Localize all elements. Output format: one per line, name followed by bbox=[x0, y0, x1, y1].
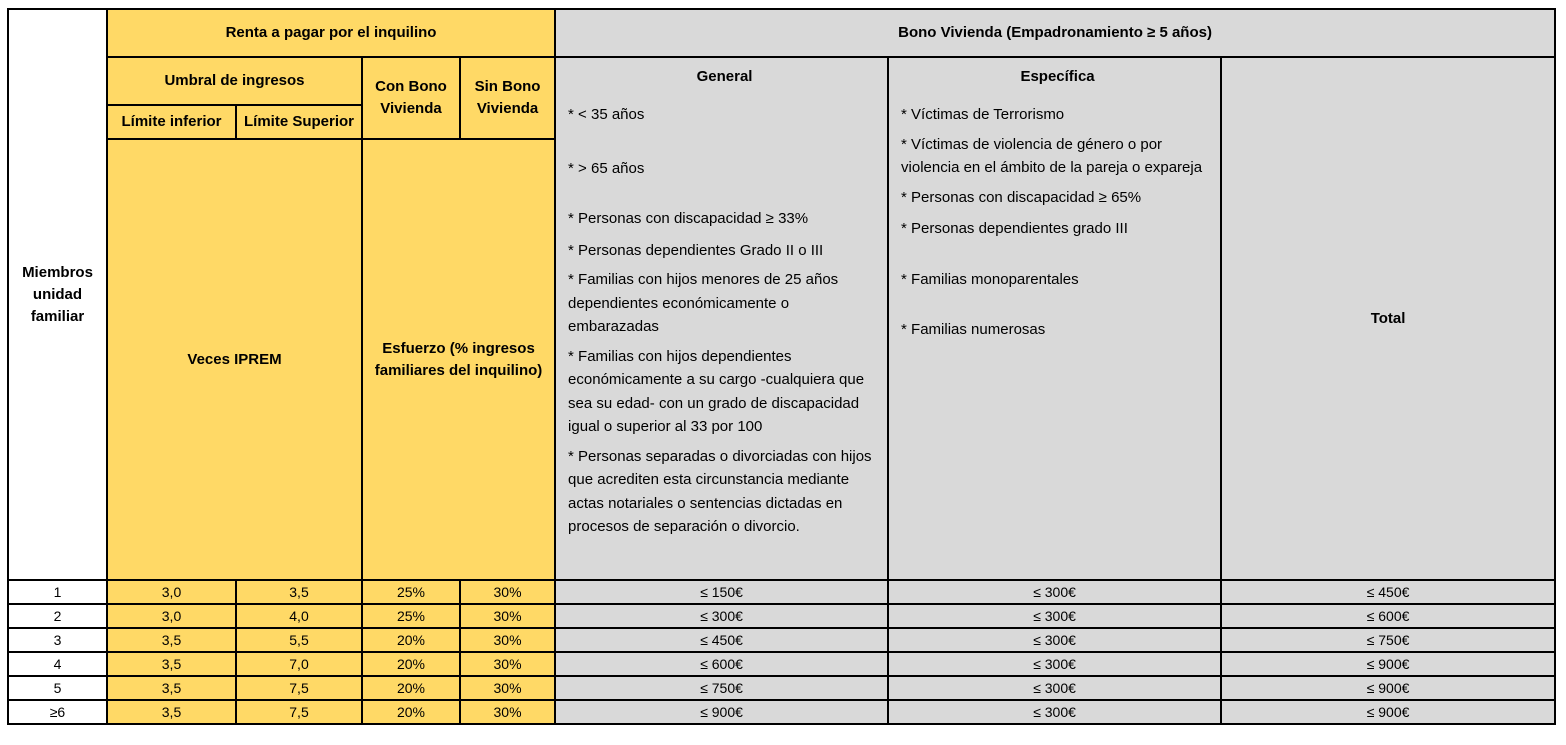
limite-inferior-cell: 3,5 bbox=[107, 700, 236, 724]
limite-superior-cell: 7,5 bbox=[236, 676, 362, 700]
general-cell: ≤ 600€ bbox=[555, 652, 888, 676]
general-cell: ≤ 150€ bbox=[555, 580, 888, 604]
limite-inferior-header: Límite inferior bbox=[107, 105, 236, 139]
general-cell: ≤ 750€ bbox=[555, 676, 888, 700]
limite-inferior-cell: 3,0 bbox=[107, 580, 236, 604]
sin-bono-header: Sin Bono Vivienda bbox=[460, 57, 555, 139]
members-cell: 5 bbox=[8, 676, 107, 700]
total-cell: ≤ 450€ bbox=[1221, 580, 1555, 604]
veces-iprem-header: Veces IPREM bbox=[107, 139, 362, 580]
esfuerzo-header: Esfuerzo (% ingresos familiares del inquilino) bbox=[362, 139, 555, 580]
general-item: * > 65 años bbox=[568, 159, 645, 177]
limite-inferior-cell: 3,5 bbox=[107, 676, 236, 700]
members-cell: ≥6 bbox=[8, 700, 107, 724]
limite-superior-cell: 5,5 bbox=[236, 628, 362, 652]
total-cell: ≤ 900€ bbox=[1221, 700, 1555, 724]
total-cell: ≤ 750€ bbox=[1221, 628, 1555, 652]
table-row bbox=[8, 676, 1555, 700]
especifica-cell: ≤ 300€ bbox=[888, 700, 1221, 724]
total-cell: ≤ 900€ bbox=[1221, 652, 1555, 676]
especifica-cell: ≤ 300€ bbox=[888, 628, 1221, 652]
limite-superior-header: Límite Superior bbox=[236, 105, 362, 139]
especifica-item: * Víctimas de Terrorismo bbox=[901, 106, 1065, 123]
con-bono-cell: 25% bbox=[362, 580, 460, 604]
especifica-item: * Víctimas de violencia de género o por violencia en el ámbito de la pareja o expareja bbox=[901, 135, 1203, 176]
rent-table-container bbox=[7, 8, 1556, 725]
sin-bono-cell: 30% bbox=[460, 700, 555, 724]
especifica-cell: ≤ 300€ bbox=[888, 652, 1221, 676]
especifica-cell: ≤ 300€ bbox=[888, 580, 1221, 604]
sin-bono-cell: 30% bbox=[460, 676, 555, 700]
table-row bbox=[8, 580, 1555, 604]
especifica-item: * Personas dependientes grado III bbox=[901, 220, 1128, 237]
especifica-item: * Familias numerosas bbox=[901, 321, 1046, 338]
limite-superior-cell: 7,5 bbox=[236, 700, 362, 724]
limite-superior-cell: 3,5 bbox=[236, 580, 362, 604]
members-header: Miembros unidad familiar bbox=[8, 9, 107, 580]
members-cell: 2 bbox=[8, 604, 107, 628]
rent-table bbox=[7, 8, 1556, 725]
con-bono-header: Con Bono Vivienda bbox=[362, 57, 460, 139]
general-item: * Personas con discapacidad ≥ 33% bbox=[568, 210, 809, 227]
especifica-cell: ≤ 300€ bbox=[888, 604, 1221, 628]
general-cell: ≤ 900€ bbox=[555, 700, 888, 724]
general-cell: ≤ 450€ bbox=[555, 628, 888, 652]
umbral-header: Umbral de ingresos bbox=[107, 57, 362, 105]
con-bono-cell: 20% bbox=[362, 700, 460, 724]
members-cell: 1 bbox=[8, 580, 107, 604]
especifica-item: * Familias monoparentales bbox=[901, 270, 1079, 288]
sin-bono-cell: 30% bbox=[460, 628, 555, 652]
general-item: * < 35 años bbox=[568, 106, 645, 123]
limite-inferior-cell: 3,5 bbox=[107, 652, 236, 676]
especifica-title: Específica bbox=[1020, 68, 1095, 85]
general-column bbox=[555, 57, 888, 580]
limite-inferior-cell: 3,5 bbox=[107, 628, 236, 652]
general-item: * Familias con hijos menores de 25 años dependientes económicamente o embarazadas bbox=[568, 271, 839, 335]
general-item: * Personas separadas o divorciadas con hijos que acrediten esta circunstancia mediante actas notariales o sentencias dictadas en procesos de separación o divorcio. bbox=[568, 447, 872, 535]
limite-superior-cell: 4,0 bbox=[236, 604, 362, 628]
general-item: * Familias con hijos dependientes económicamente a su cargo -cualquiera que sea su edad- con un grado de discapacidad igual o superior al 33 por 100 bbox=[568, 347, 865, 435]
total-cell: ≤ 600€ bbox=[1221, 604, 1555, 628]
members-cell: 3 bbox=[8, 628, 107, 652]
con-bono-cell: 20% bbox=[362, 676, 460, 700]
table-row bbox=[8, 700, 1555, 724]
especifica-column bbox=[888, 57, 1221, 580]
table-row bbox=[8, 628, 1555, 652]
especifica-cell: ≤ 300€ bbox=[888, 676, 1221, 700]
table-row bbox=[8, 652, 1555, 676]
sin-bono-cell: 30% bbox=[460, 580, 555, 604]
limite-inferior-cell: 3,0 bbox=[107, 604, 236, 628]
table-row bbox=[8, 604, 1555, 628]
con-bono-cell: 25% bbox=[362, 604, 460, 628]
con-bono-cell: 20% bbox=[362, 652, 460, 676]
general-cell: ≤ 300€ bbox=[555, 604, 888, 628]
con-bono-cell: 20% bbox=[362, 628, 460, 652]
especifica-item: * Personas con discapacidad ≥ 65% bbox=[901, 188, 1142, 206]
members-cell: 4 bbox=[8, 652, 107, 676]
renta-header: Renta a pagar por el inquilino bbox=[107, 9, 555, 57]
general-item: * Personas dependientes Grado II o III bbox=[568, 241, 824, 259]
general-title: General bbox=[696, 68, 753, 85]
bono-header: Bono Vivienda (Empadronamiento ≥ 5 años) bbox=[555, 9, 1555, 57]
sin-bono-cell: 30% bbox=[460, 652, 555, 676]
limite-superior-cell: 7,0 bbox=[236, 652, 362, 676]
sin-bono-cell: 30% bbox=[460, 604, 555, 628]
total-cell: ≤ 900€ bbox=[1221, 676, 1555, 700]
total-header: Total bbox=[1221, 57, 1555, 580]
